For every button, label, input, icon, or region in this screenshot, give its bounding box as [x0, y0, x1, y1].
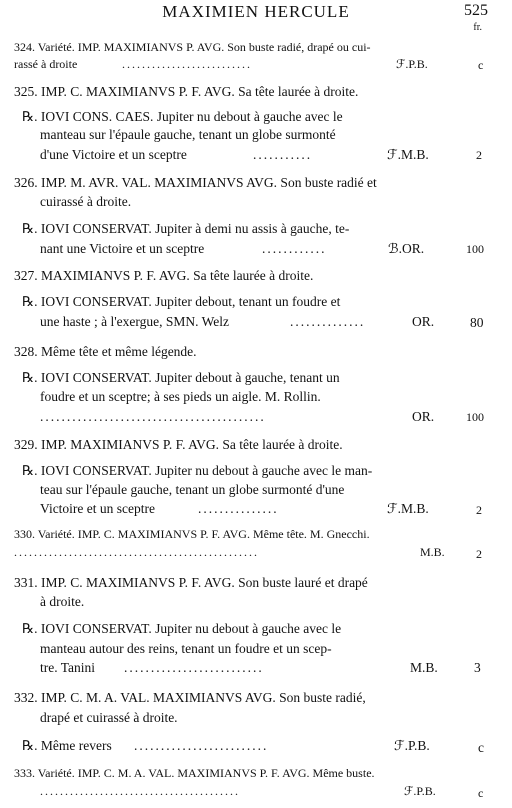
text-line: rassé à droite [14, 57, 78, 71]
text-line: ℱ.P.B. [404, 784, 436, 798]
text-line: 330. Variété. IMP. C. MAXIMIANVS P. F. AVG. Même tête. M. Gnecchi. [14, 527, 370, 541]
text-line: ℞. IOVI CONSERVAT. Jupiter nu debout à gauche avec le man- [22, 463, 373, 478]
text-line: ℞. Même revers [22, 738, 112, 753]
text-line: 327. MAXIMIANVS P. F. AVG. Sa tête laurée à droite. [14, 268, 314, 283]
page-number: 525 [464, 2, 488, 19]
text-line: c [478, 740, 484, 755]
text-line: 328. Même tête et même légende. [14, 344, 197, 359]
text-line: une haste ; à l'exergue, SMN. Welz [40, 314, 230, 329]
text-line: ........... [253, 147, 313, 162]
text-line: 80 [470, 315, 484, 330]
text-line: 3 [474, 660, 481, 675]
text-line: ......................... [134, 738, 269, 753]
text-line: 326. IMP. M. AVR. VAL. MAXIMIANVS AVG. Son buste radié et [14, 175, 377, 190]
text-line: M.B. [410, 660, 438, 675]
price-column-unit: fr. [473, 22, 482, 33]
text-line: .......................................... [40, 409, 266, 424]
text-line: 100 [466, 242, 484, 256]
text-line: ℱ.M.B. [387, 501, 429, 516]
text-line: 2 [476, 547, 482, 561]
text-line: c [478, 58, 484, 72]
text-line: ℞. IOVI CONSERVAT. Jupiter debout, tenant un foudre et [22, 294, 341, 309]
text-line: 2 [476, 148, 482, 162]
text-line: 331. IMP. C. MAXIMIANVS P. F. AVG. Son buste lauré et drapé [14, 575, 368, 590]
text-line: ................................................. [14, 545, 259, 559]
text-line: cuirassé à droite. [40, 194, 132, 209]
text-line: manteau autour des reins, tenant un foudre et un scep- [40, 641, 332, 656]
text-line: c [478, 786, 484, 800]
text-line: .......................... [122, 57, 252, 71]
text-line: OR. [412, 314, 435, 329]
text-line: ℱ.M.B. [387, 147, 429, 162]
text-line: foudre et un sceptre; à ses pieds un aigle. M. Rollin. [40, 389, 321, 404]
text-line: ℱ.P.B. [394, 738, 430, 753]
text-line: ............ [262, 241, 327, 256]
text-line: ℞. IOVI CONSERVAT. Jupiter nu debout à gauche avec le [22, 621, 342, 636]
text-line: 324. Variété. IMP. MAXIMIANVS P. AVG. Son buste radié, drapé ou cui- [14, 40, 371, 54]
text-line: ℬ.OR. [388, 241, 425, 256]
text-line: nant une Victoire et un sceptre [40, 241, 205, 256]
text-line: tre. Tanini [40, 660, 96, 675]
text-line: ℞. IOVI CONSERVAT. Jupiter à demi nu assis à gauche, te- [22, 221, 350, 236]
text-line: ............... [198, 501, 279, 516]
text-line: teau sur l'épaule gauche, tenant un globe surmonté d'une [40, 482, 345, 497]
text-line: ℱ.P.B. [396, 57, 428, 71]
text-line: 325. IMP. C. MAXIMIANVS P. F. AVG. Sa tête laurée à droite. [14, 84, 359, 99]
text-line: d'une Victoire et un sceptre [40, 147, 187, 162]
text-line: 333. Variété. IMP. C. M. A. VAL. MAXIMIANVS P. F. AVG. Même buste. [14, 766, 375, 780]
text-line: 329. IMP. MAXIMIANVS P. F. AVG. Sa tête laurée à droite. [14, 437, 343, 452]
text-line: 100 [466, 410, 484, 424]
text-line: 332. IMP. C. M. A. VAL. MAXIMIANVS AVG. Son buste radié, [14, 690, 366, 705]
page-title: MAXIMIEN HERCULE [162, 2, 350, 21]
text-line: ℞. IOVI CONS. CAES. Jupiter nu debout à gauche avec le [22, 109, 343, 124]
text-line: .......................... [124, 660, 264, 675]
text-line: Victoire et un sceptre [40, 501, 156, 516]
text-line: OR. [412, 409, 435, 424]
text-line: 2 [476, 503, 482, 517]
text-line: manteau sur l'épaule gauche, tenant un globe surmonté [40, 127, 336, 142]
text-line: à droite. [40, 594, 85, 609]
text-line: ℞. IOVI CONSERVAT. Jupiter debout à gauche, tenant un [22, 370, 340, 385]
text-line: ........................................ [40, 784, 240, 798]
text-line: drapé et cuirassé à droite. [40, 710, 178, 725]
text-line: M.B. [420, 545, 445, 559]
text-line: .............. [290, 314, 366, 329]
